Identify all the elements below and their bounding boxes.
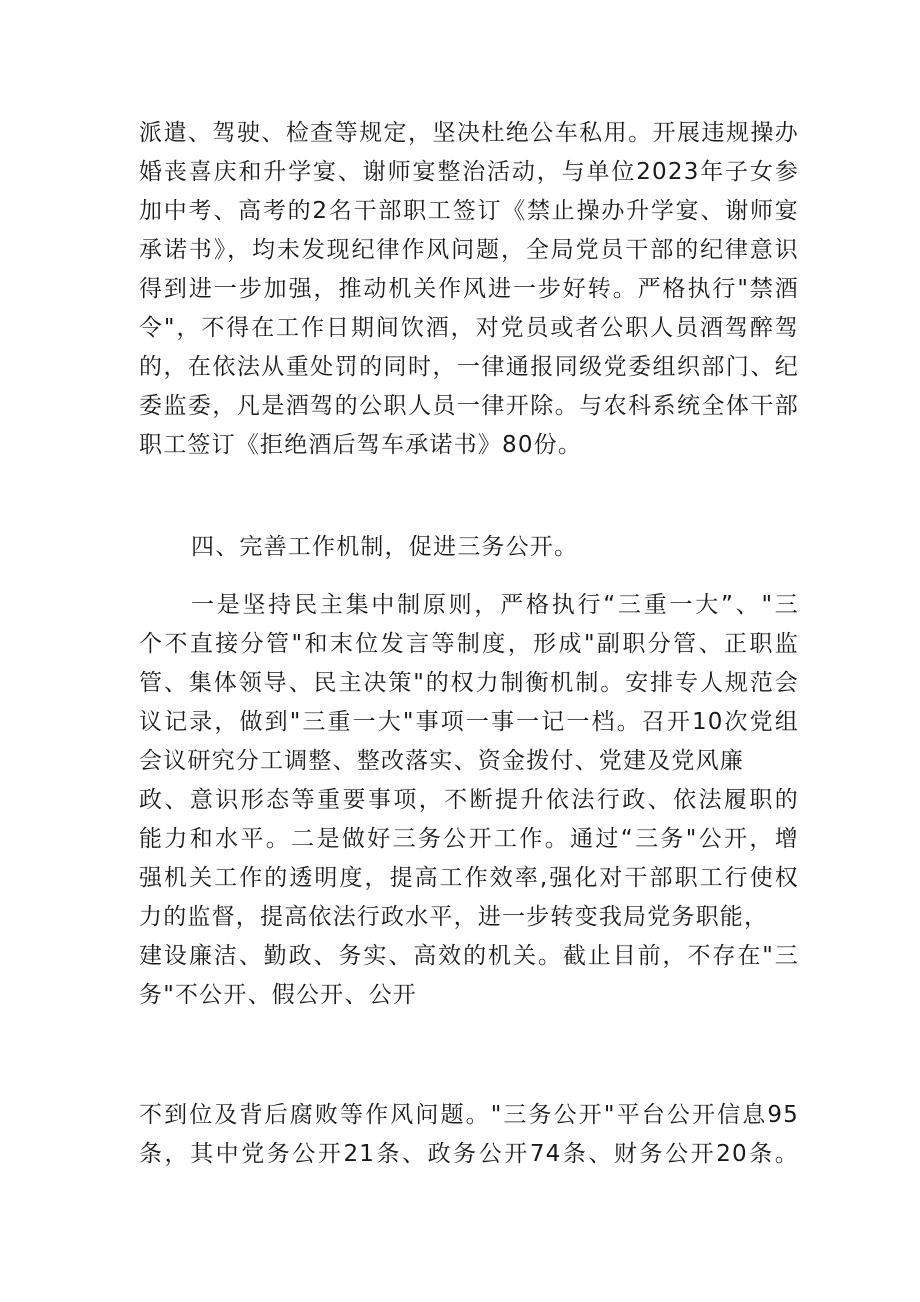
- text-line: 一是坚持民主集中制原则，严格执行“三重一大”、"三: [191, 592, 799, 618]
- text-line: 管、集体领导、民主决策"的权力制衡机制。安排专人规范会: [139, 670, 799, 696]
- text-line: 的，在依法从重处罚的同时，一律通报同级党委组织部门、纪: [139, 354, 799, 380]
- text-line: 职工签订《拒绝酒后驾车承诺书》80份。: [139, 432, 583, 458]
- text-line: 不到位及背后腐败等作风问题。"三务公开"平台公开信息95: [139, 1102, 799, 1128]
- paragraph-work-mechanism: [139, 586, 799, 1015]
- text-line: 得到进一步加强，推动机关作风进一步好转。严格执行"禁酒: [139, 276, 799, 302]
- section-heading: [139, 528, 799, 567]
- text-line: 建设廉洁、勤政、务实、高效的机关。截止目前，不存在"三: [139, 943, 799, 969]
- heading-text: 四、完善工作机制，促进三务公开。: [191, 534, 579, 560]
- text-line: 能力和水平。二是做好三务公开工作。通过“三务"公开，增: [139, 826, 799, 852]
- text-line: 派遣、驾驶、检查等规定，坚决杜绝公车私用。开展违规操办: [139, 120, 799, 146]
- paragraph-discipline: [139, 114, 799, 465]
- text-line: 议记录，做到"三重一大"事项一事一记一档。召开10次党组: [139, 709, 799, 735]
- text-line: 令"，不得在工作日期间饮酒，对党员或者公职人员酒驾醉驾: [139, 315, 799, 341]
- text-line: 会议研究分工调整、整改落实、资金拨付、党建及党风廉: [139, 748, 744, 774]
- paragraph-disclosure-stats: [139, 1096, 799, 1174]
- text-line: 强机关工作的透明度，提高工作效率,强化对干部职工行使权: [139, 865, 799, 891]
- text-line: 条，其中党务公开21条、政务公开74条、财务公开20条。: [139, 1141, 799, 1167]
- text-line: 政、意识形态等重要事项，不断提升依法行政、依法履职的: [139, 787, 799, 813]
- text-line: 加中考、高考的2名干部职工签订《禁止操办升学宴、谢师宴: [139, 198, 799, 224]
- text-line: 承诺书》，均未发现纪律作风问题，全局党员干部的纪律意识: [139, 237, 799, 263]
- text-line: 婚丧喜庆和升学宴、谢师宴整治活动，与单位2023年子女参: [139, 159, 799, 185]
- text-line: 委监委，凡是酒驾的公职人员一律开除。与农科系统全体干部: [139, 393, 799, 419]
- text-line: 个不直接分管"和末位发言等制度，形成"副职分管、正职监: [139, 631, 799, 657]
- text-line: 力的监督，提高依法行政水平，进一步转变我局党务职能，: [139, 904, 769, 930]
- text-line: 务"不公开、假公开、公开: [139, 982, 417, 1008]
